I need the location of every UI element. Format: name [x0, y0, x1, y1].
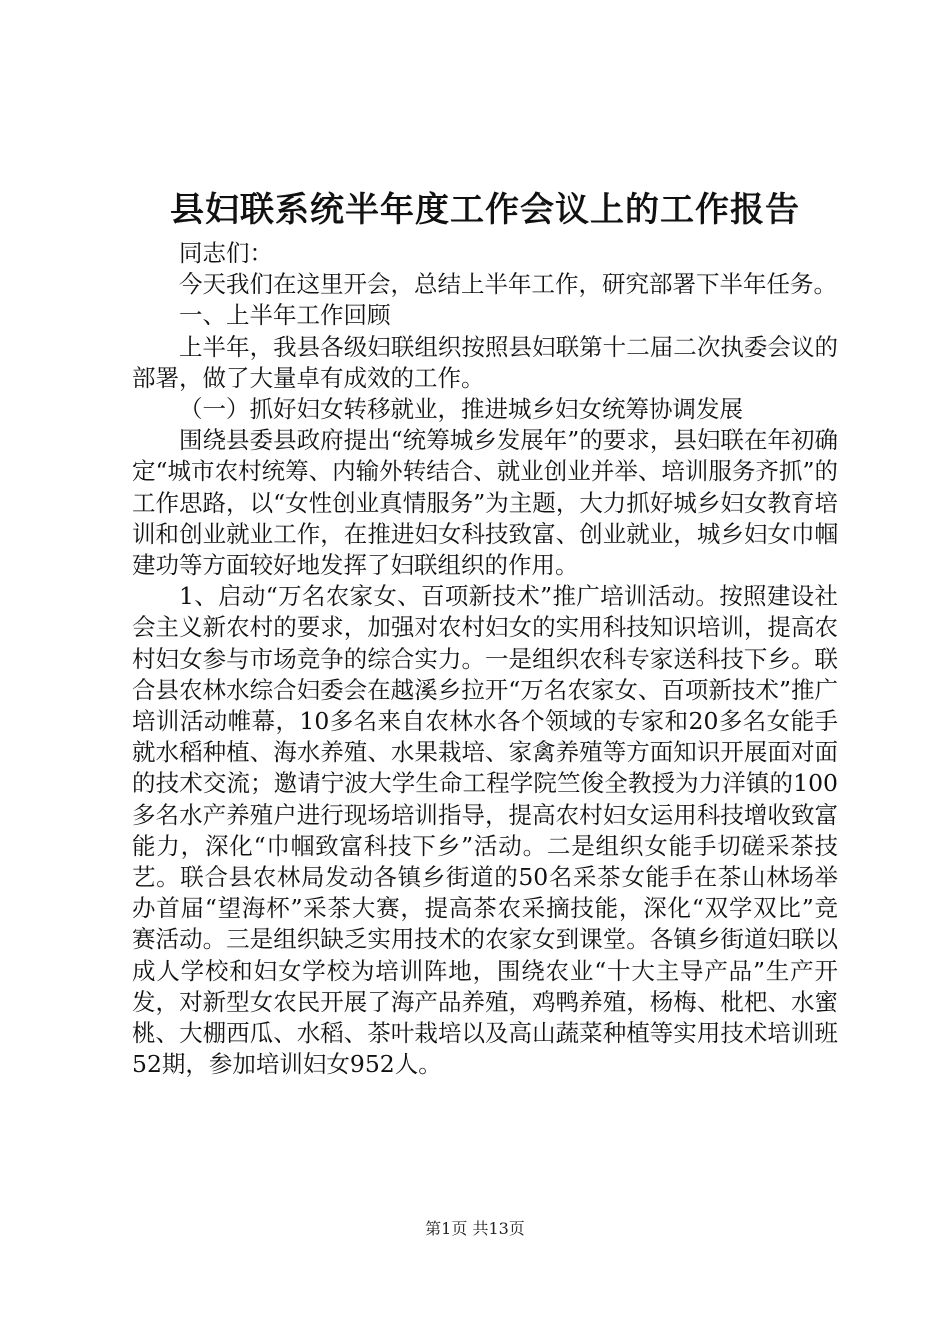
page-footer: 第1页 共13页 [425, 1219, 525, 1238]
paragraph: 1、启动“万名农家女、百项新技术”推广培训活动。按照建设社会主义新农村的要求，加强对农村妇女的实用科技知识培训，提高农村妇女参与市场竞争的综合实力。一是组织农科专家送科技下乡。联合县农林水综合妇委会在越溪乡拉开“万名农家女、百项新技术”推广培训活动帷幕，10多名来自农林水各个领域的专家和20多名女能手就水稻种植、海水养殖、水果栽培、家禽养殖等方面知识开展面对面的技术交流；邀请宁波大学生命工程学院竺俊全教授为力洋镇的100多名水产养殖户进行现场培训指导，提高农村妇女运用科技增收致富能力，深化“巾帼致富科技下乡”活动。二是组织女能手切磋采茶技艺。联合县农林局发动各镇乡街道的50名采茶女能手在茶山林场举办首届“望海杯”采茶大赛，提高茶农采摘技能，深化“双学双比”竞赛活动。三是组织缺乏实用技术的农家女到课堂。各镇乡街道妇联以成人学校和妇女学校为培训阵地，围绕农业“十大主导产品”生产开发，对新型女农民开展了海产品养殖，鸡鸭养殖，杨梅、枇杷、水蜜桃、大棚西瓜、水稻、茶叶栽培以及高山蔬菜种植等实用技术培训班52期，参加培训妇女952人。 [132, 582, 838, 1079]
document-body [132, 238, 838, 1080]
subsection-heading: （一）抓好妇女转移就业，推进城乡妇女统筹协调发展 [179, 395, 743, 424]
paragraph-intro: 今天我们在这里开会，总结上半年工作，研究部署下半年任务。 [179, 270, 837, 299]
paragraph: 围绕县委县政府提出“统筹城乡发展年”的要求，县妇联在年初确定“城市农村统筹、内输外转结合、就业创业并举、培训服务齐抓”的工作思路，以“女性创业真情服务”为主题，大力抓好城乡妇女教育培训和创业就业工作，在推进妇女科技致富、创业就业，城乡妇女巾帼建功等方面较好地发挥了妇联组织的作用。 [132, 426, 838, 580]
document-title: 县妇联系统半年度工作会议上的工作报告 [170, 190, 800, 230]
section-heading: 一、上半年工作回顾 [179, 301, 391, 330]
paragraph-salutation: 同志们： [179, 239, 273, 267]
paragraph: 上半年，我县各级妇联组织按照县妇联第十二届二次执委会议的部署，做了大量卓有成效的工作。 [132, 332, 838, 392]
